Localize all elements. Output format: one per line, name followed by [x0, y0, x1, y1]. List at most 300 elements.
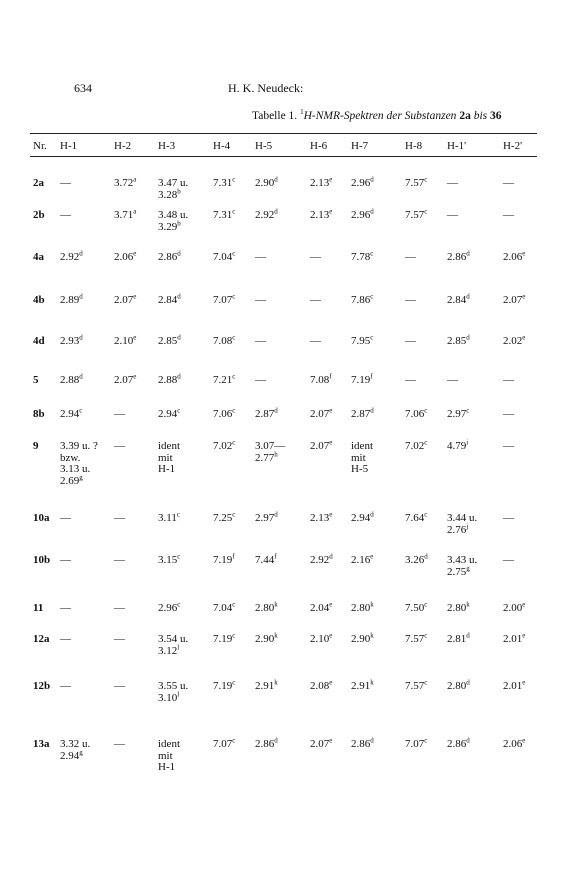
cell-value: 7.19 — [351, 374, 371, 386]
table-cell — [213, 631, 236, 646]
table-cell — [60, 555, 71, 567]
cell-line — [447, 563, 477, 579]
cell-line — [158, 642, 188, 658]
cell-footnote-mark: l — [177, 689, 180, 698]
cell-value: — — [255, 294, 266, 306]
cell-value: mit — [158, 451, 173, 464]
cell-line — [405, 631, 428, 646]
cell-footnote-mark: d — [466, 333, 470, 342]
cell-line — [503, 736, 526, 751]
cell-line — [213, 292, 236, 307]
cell-value: 7.57 — [405, 177, 425, 189]
cell-value: 7.04 — [213, 251, 233, 263]
cell-value: — — [114, 680, 125, 692]
table-cell — [213, 372, 236, 387]
cell-value: 2.89 — [60, 294, 80, 306]
cell-line — [255, 336, 266, 348]
cell-footnote-mark: e — [522, 678, 526, 687]
table-cell — [503, 555, 514, 567]
cell-value: 7.06 — [405, 408, 425, 420]
cell-value: 3.12 — [158, 644, 178, 657]
table-cell — [447, 600, 470, 615]
cell-line — [351, 333, 374, 348]
cell-line — [114, 441, 125, 453]
table-cell — [351, 406, 374, 421]
cell-line — [255, 552, 277, 567]
caption-mid: bis — [470, 110, 490, 122]
cell-footnote-mark: c — [232, 333, 236, 342]
cell-footnote-mark: d — [370, 510, 374, 519]
cell-line — [503, 600, 526, 615]
table-head-rule — [30, 156, 537, 157]
table-cell — [213, 736, 236, 751]
cell-line — [503, 678, 526, 693]
cell-value: — — [405, 251, 416, 263]
cell-line — [114, 249, 137, 264]
table-cell — [114, 513, 125, 525]
table-cell — [60, 603, 71, 615]
cell-value: — — [503, 554, 514, 566]
table-cell — [351, 372, 373, 387]
cell-line — [158, 464, 180, 476]
cell-value: 2.97 — [255, 512, 275, 524]
cell-value: 7.64 — [405, 512, 425, 524]
cell-line — [60, 333, 83, 348]
table-cell — [60, 210, 71, 222]
column-header: H-3 — [158, 140, 176, 152]
cell-footnote-mark: k — [274, 600, 278, 609]
table-cell — [255, 441, 285, 464]
row-label: 10b — [33, 554, 51, 566]
cell-footnote-mark: c — [177, 552, 181, 561]
cell-value: 7.07 — [405, 738, 425, 750]
table-cell — [405, 336, 416, 348]
cell-value: 2.10 — [114, 335, 134, 347]
cell-value: 3.10 — [158, 691, 178, 704]
table-cell — [114, 372, 137, 387]
table-cell — [447, 406, 470, 421]
cell-footnote-mark: d — [274, 175, 278, 184]
cell-line — [114, 603, 125, 615]
cell-line — [255, 175, 278, 190]
cell-value: 2.07 — [114, 374, 134, 386]
cell-line — [351, 207, 374, 222]
cell-value: bzw. — [60, 451, 81, 464]
cell-line — [405, 207, 428, 222]
cell-footnote-mark: e — [329, 175, 333, 184]
table-cell — [503, 678, 526, 693]
table-cell — [255, 207, 278, 222]
table-cell — [60, 249, 83, 264]
cell-footnote-mark: d — [466, 249, 470, 258]
column-header: H-4 — [213, 140, 231, 152]
cell-line — [114, 175, 137, 190]
cell-footnote-mark: j — [466, 521, 469, 530]
table-cell — [158, 178, 188, 201]
table-cell — [503, 333, 526, 348]
cell-value: 2.10 — [310, 633, 330, 645]
cell-value: 7.04 — [213, 602, 233, 614]
cell-value: 2.84 — [158, 294, 178, 306]
cell-footnote-mark: d — [79, 249, 83, 258]
table-cell — [114, 249, 137, 264]
cell-value: 4.79 — [447, 440, 467, 452]
table-cell — [351, 510, 374, 525]
cell-line — [310, 372, 332, 387]
cell-value: 3.55 u. — [158, 680, 189, 692]
cell-value: — — [310, 335, 321, 347]
table-cell — [351, 736, 374, 751]
column-header: H-6 — [310, 140, 328, 152]
cell-footnote-mark: e — [329, 736, 333, 745]
cell-line — [310, 438, 333, 453]
cell-line — [351, 464, 373, 476]
cell-line — [503, 631, 526, 646]
cell-footnote-mark: d — [424, 552, 428, 561]
table-cell — [351, 249, 374, 264]
cell-footnote-mark: c — [232, 372, 236, 381]
table-cell — [213, 175, 236, 190]
table-cell — [310, 252, 321, 264]
table-cell — [503, 178, 514, 190]
table-cell — [114, 634, 125, 646]
table-cell — [310, 600, 333, 615]
cell-value: ident — [158, 738, 180, 750]
cell-value: 2.86 — [447, 738, 467, 750]
cell-line — [213, 736, 236, 751]
cell-line — [158, 372, 181, 387]
cell-footnote-mark: c — [176, 510, 180, 519]
cell-value: 7.95 — [351, 335, 371, 347]
cell-value: 7.31 — [213, 209, 233, 221]
cell-value: 2.86 — [351, 738, 371, 750]
cell-line — [503, 333, 526, 348]
cell-line — [255, 406, 278, 421]
table-cell — [158, 739, 180, 774]
cell-value: 2.07 — [503, 294, 523, 306]
table-cell — [158, 681, 188, 704]
cell-line — [405, 678, 428, 693]
table-cell — [60, 739, 90, 762]
cell-line — [158, 762, 180, 774]
cell-value: — — [310, 294, 321, 306]
column-header: H-8 — [405, 140, 423, 152]
cell-line — [351, 292, 374, 307]
cell-line — [447, 178, 458, 190]
cell-line — [405, 375, 416, 387]
table-cell — [255, 552, 277, 567]
cell-footnote-mark: k — [370, 678, 374, 687]
cell-value: — — [60, 633, 71, 645]
table-cell — [114, 333, 137, 348]
cell-value: 7.06 — [213, 408, 233, 420]
cell-line — [405, 336, 416, 348]
cell-footnote-mark: e — [329, 207, 333, 216]
table-cell — [114, 739, 125, 751]
cell-line — [310, 406, 333, 421]
cell-footnote-mark: f — [329, 372, 332, 381]
table-cell — [114, 555, 125, 567]
cell-footnote-mark: c — [424, 207, 428, 216]
table-cell — [158, 406, 181, 421]
cell-value: 2.07 — [310, 440, 330, 452]
cell-footnote-mark: c — [232, 249, 236, 258]
cell-value: 2.13 — [310, 512, 330, 524]
cell-value: 3.07— — [255, 440, 286, 452]
cell-footnote-mark: e — [522, 333, 526, 342]
cell-value: 2.04 — [310, 602, 330, 614]
cell-line — [60, 292, 83, 307]
cell-value: 3.29 — [158, 220, 178, 233]
cell-value: 2.86 — [255, 738, 275, 750]
cell-line — [114, 292, 137, 307]
row-label: 4b — [33, 294, 45, 306]
cell-footnote-mark: c — [177, 600, 181, 609]
cell-line — [447, 736, 470, 751]
cell-line — [255, 600, 278, 615]
cell-footnote-mark: e — [329, 631, 333, 640]
cell-value: — — [114, 738, 125, 750]
cell-value: 2.88 — [60, 374, 80, 386]
cell-value: 2.94 — [158, 408, 178, 420]
cell-value: 2.92 — [255, 209, 275, 221]
table-cell — [405, 510, 428, 525]
table-caption — [252, 110, 501, 122]
table-cell — [213, 406, 236, 421]
cell-footnote-mark: g — [79, 747, 83, 756]
cell-line — [255, 295, 266, 307]
cell-value: 2.93 — [60, 335, 80, 347]
cell-line — [158, 600, 181, 615]
table-cell — [213, 600, 236, 615]
cell-footnote-mark: i — [466, 438, 469, 447]
cell-value: — — [447, 374, 458, 386]
cell-value: — — [447, 209, 458, 221]
cell-line — [60, 372, 83, 387]
table-cell — [351, 292, 374, 307]
cell-line — [158, 333, 181, 348]
cell-line — [114, 207, 137, 222]
cell-value: — — [114, 408, 125, 420]
table-cell — [503, 375, 514, 387]
cell-footnote-mark: d — [274, 207, 278, 216]
table-cell — [310, 736, 333, 751]
cell-line — [158, 292, 181, 307]
cell-line — [503, 292, 526, 307]
cell-value: 7.19 — [213, 680, 233, 692]
cell-line — [503, 375, 514, 387]
row-label: 2b — [33, 209, 45, 221]
cell-footnote-mark: e — [329, 438, 333, 447]
caption-to: 36 — [489, 110, 502, 122]
cell-value: 7.07 — [213, 738, 233, 750]
caption-sup: 1 — [300, 108, 304, 117]
cell-value: 2.91 — [255, 680, 275, 692]
cell-value: 3.47 u. — [158, 177, 189, 189]
cell-line — [158, 186, 188, 202]
cell-line — [213, 207, 236, 222]
cell-value: — — [60, 512, 71, 524]
cell-value: 2.96 — [351, 209, 371, 221]
cell-value: — — [114, 633, 125, 645]
table-cell — [114, 207, 137, 222]
cell-line — [158, 249, 181, 264]
cell-value: — — [114, 554, 125, 566]
table-cell — [255, 678, 278, 693]
cell-line — [447, 678, 470, 693]
cell-footnote-mark: c — [232, 510, 236, 519]
table-cell — [213, 292, 236, 307]
cell-line — [213, 175, 236, 190]
cell-line — [310, 736, 333, 751]
table-cell — [447, 210, 458, 222]
table-cell — [60, 441, 98, 487]
table-cell — [114, 292, 137, 307]
cell-line — [114, 681, 125, 693]
cell-line — [213, 600, 236, 615]
cell-line — [503, 409, 514, 421]
cell-value: — — [503, 408, 514, 420]
cell-line — [351, 175, 374, 190]
cell-line — [60, 555, 71, 567]
cell-footnote-mark: f — [232, 552, 235, 561]
cell-footnote-mark: h — [274, 449, 278, 458]
cell-footnote-mark: c — [232, 292, 236, 301]
cell-value: 7.78 — [351, 251, 371, 263]
cell-line — [310, 631, 333, 646]
cell-line — [447, 249, 470, 264]
table-cell — [405, 631, 428, 646]
column-header: H-2 — [114, 140, 132, 152]
cell-footnote-mark: d — [177, 372, 181, 381]
row-label: 2a — [33, 177, 44, 189]
cell-value: 2.16 — [351, 554, 371, 566]
cell-value: — — [503, 374, 514, 386]
cell-line — [351, 600, 374, 615]
cell-value: 2.02 — [503, 335, 523, 347]
table-cell — [405, 600, 428, 615]
cell-value: H-1 — [158, 463, 176, 475]
cell-value: — — [114, 440, 125, 452]
cell-value: — — [405, 335, 416, 347]
table-cell — [158, 441, 180, 476]
cell-value: — — [255, 374, 266, 386]
cell-value: 2.91 — [351, 680, 371, 692]
cell-footnote-mark: c — [232, 207, 236, 216]
table-cell — [405, 295, 416, 307]
table-cell — [447, 292, 470, 307]
table-cell — [213, 510, 236, 525]
cell-footnote-mark: e — [329, 678, 333, 687]
cell-footnote-mark: c — [232, 175, 236, 184]
cell-line — [310, 678, 333, 693]
table-cell — [447, 333, 470, 348]
cell-value: 2.94 — [60, 749, 80, 762]
cell-value: 7.57 — [405, 209, 425, 221]
cell-footnote-mark: d — [177, 333, 181, 342]
cell-line — [255, 736, 278, 751]
cell-footnote-mark: d — [274, 510, 278, 519]
cell-value: — — [310, 251, 321, 263]
cell-value: 2.00 — [503, 602, 523, 614]
table-cell — [255, 736, 278, 751]
cell-footnote-mark: c — [79, 406, 83, 415]
cell-footnote-mark: c — [424, 438, 428, 447]
table-cell — [213, 678, 236, 693]
cell-footnote-mark: e — [133, 333, 137, 342]
table-cell — [255, 631, 278, 646]
cell-line — [447, 210, 458, 222]
cell-line — [310, 295, 321, 307]
cell-value: — — [255, 251, 266, 263]
cell-line — [503, 178, 514, 190]
cell-value: 2.07 — [310, 738, 330, 750]
cell-value: — — [503, 177, 514, 189]
cell-value: 2.90 — [255, 633, 275, 645]
cell-line — [114, 409, 125, 421]
cell-value: 3.54 u. — [158, 633, 189, 645]
cell-footnote-mark: c — [424, 631, 428, 640]
cell-value: 7.21 — [213, 374, 233, 386]
row-label: 5 — [33, 374, 39, 386]
cell-footnote-mark: c — [370, 249, 374, 258]
cell-footnote-mark: e — [522, 292, 526, 301]
cell-line — [351, 631, 374, 646]
table-cell — [255, 510, 278, 525]
cell-footnote-mark: e — [522, 249, 526, 258]
column-header: Nr. — [33, 140, 47, 152]
cell-line — [60, 406, 83, 421]
table-cell — [255, 600, 278, 615]
cell-value: — — [60, 209, 71, 221]
cell-value: — — [255, 335, 266, 347]
table-cell — [503, 409, 514, 421]
cell-footnote-mark: d — [79, 372, 83, 381]
table-cell — [351, 631, 374, 646]
column-header: H-7 — [351, 140, 369, 152]
cell-line — [351, 552, 374, 567]
table-cell — [213, 438, 236, 453]
cell-value: 2.75 — [447, 565, 467, 578]
cell-footnote-mark: c — [424, 175, 428, 184]
cell-footnote-mark: k — [370, 631, 374, 640]
cell-line — [447, 600, 470, 615]
table-cell — [310, 336, 321, 348]
row-label: 10a — [33, 512, 50, 524]
table-cell — [158, 600, 181, 615]
row-label: 4a — [33, 251, 44, 263]
cell-line — [60, 210, 71, 222]
row-label: 12b — [33, 680, 51, 692]
row-label: 8b — [33, 408, 45, 420]
column-header: H-1 — [60, 140, 78, 152]
table-cell — [447, 438, 469, 453]
table-cell — [447, 178, 458, 190]
cell-value: 3.72 — [114, 177, 134, 189]
cell-value: 2.06 — [114, 251, 134, 263]
table-cell — [447, 631, 470, 646]
cell-value: — — [60, 177, 71, 189]
table-cell — [447, 249, 470, 264]
cell-line — [405, 406, 428, 421]
table-cell — [310, 372, 332, 387]
cell-line — [351, 249, 374, 264]
cell-value: 3.15 — [158, 554, 178, 566]
cell-value: — — [60, 680, 71, 692]
table-cell — [310, 631, 333, 646]
table-cell — [255, 336, 266, 348]
table-cell — [351, 175, 374, 190]
